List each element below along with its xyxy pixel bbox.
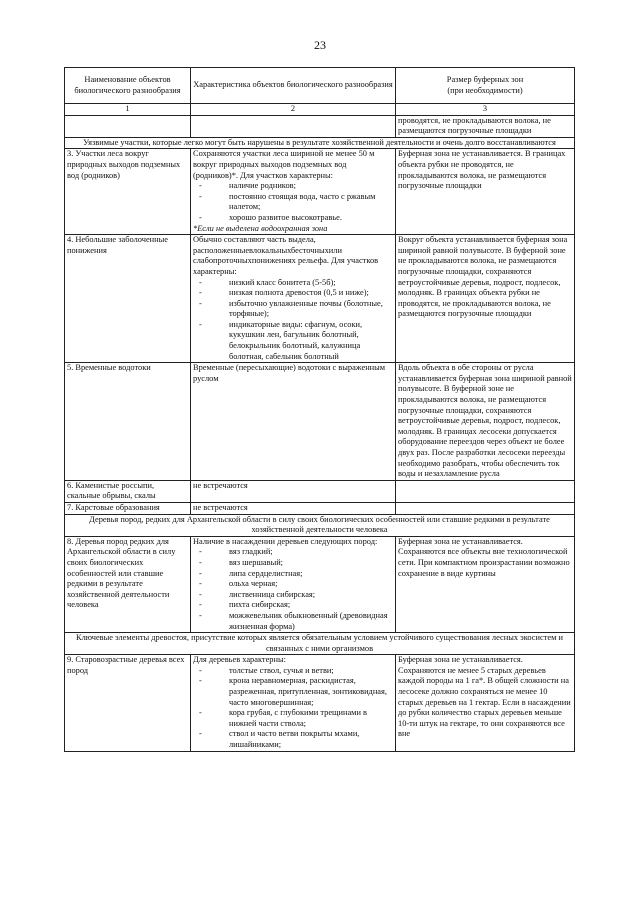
page-number: 23 (314, 38, 326, 52)
row8-bullet-1: - вяз гладкий; (193, 547, 393, 558)
table-row (65, 149, 575, 235)
row4-name: 4. Небольшие заболоченные понижения (65, 235, 191, 363)
header-name: Наименование объектов биологического разнообразия (65, 68, 191, 104)
row9-bullet-2: - крона неравномерная, раскидистая, разреженная, притупленная, зонтиковидная, часто многовершинная; (193, 676, 393, 708)
table-row (65, 115, 575, 137)
section-row (65, 514, 575, 536)
table-header-row (65, 68, 575, 104)
row3-desc-text: Сохраняются участки леса шириной не менее 50 м вокруг природных выходов подземных вод (родников)*. Для участков характерны: (193, 149, 375, 180)
row4-bullet-2: - низкая полнота древостоя (0,5 и ниже); (193, 288, 393, 299)
row5-buffer: Вдоль объекта в обе стороны от русла устанавливается буферная зона шириной равной полувысоте. В буферной зоне не прокладываются волока, не размещаются погрузочные площадки, сохраняются ветроустойчивые деревья, подрост, подлесок, молодняк. В границах лесосеки допускается оборудование переездов через объект не более двух раз. После разработки лесосеки переезды необходимо разобрать, чтобы обеспечить ток воды и незахламление русла (396, 363, 575, 481)
row9-name: 9. Старовозрастные деревья всех пород (65, 655, 191, 751)
row8-bullet-3: - липа сердцелистная; (193, 569, 393, 580)
cont-buffer-cell: проводятся, не прокладываются волока, не размещаются погрузочные площадки (396, 115, 575, 137)
row4-bullet-3: - избыточно увлажненные почвы (болотные, торфяные); (193, 299, 393, 320)
cont-name-cell (65, 115, 191, 137)
row4-bullet-1: - низкий класс бонитета (5-5б); (193, 278, 393, 289)
row8-bullet-4: - ольха черная; (193, 579, 393, 590)
row6-name: 6. Каменистые россыпи, скальные обрывы, скалы (65, 480, 191, 502)
row8-bullet-7: - можжевельник обыкновенный (древовидная жизненная форма) (193, 611, 393, 632)
row7-desc: не встречаются (191, 502, 396, 514)
table-row (65, 363, 575, 481)
row8-bullet-6: - пихта сибирская; (193, 600, 393, 611)
row7-buffer (396, 502, 575, 514)
row9-buffer: Буферная зона не устанавливается. Сохраняются не менее 5 старых деревьев каждой породы на 1 га*. В общей сложности на лесосеке должно сохраняться не менее 10 старых деревьев на 1 гектар. Если в насаждении до рубки количество старых деревьев меньше 10-ти штук на гектаре, то они сохраняются все вне (396, 655, 575, 751)
column-number-row (65, 104, 575, 116)
row4-desc (191, 235, 396, 363)
table-row (65, 536, 575, 632)
row8-buffer: Буферная зона не устанавливается. Сохраняются все объекты вне технологической сети. При компактном произрастании возможно сохранение в виде куртины (396, 536, 575, 632)
row3-bullet-3: - хорошо развитое высокотравье. (193, 213, 393, 224)
row3-bullet-1: - наличие родников; (193, 181, 393, 192)
section-rare-species: Деревья пород, редких для Архангельской области в силу своих биологических особенностей или ставшие редкими в результате хозяйственной деятельности человека (65, 514, 575, 536)
row8-bullet-5: - лиственница сибирская; (193, 590, 393, 601)
row3-bullet-2: - постоянно стоящая вода, часто с ржавым налетом; (193, 192, 393, 213)
header-buffer-line2: (при необходимости) (447, 85, 523, 95)
row4-bullet-4: - индикаторные виды: сфагнум, осоки, кукушкин лен, багульник болотный, белокрыльник болотный, калужница болотная, сабельник болотный (193, 320, 393, 362)
row3-name: 3. Участки леса вокруг природных выходов подземных вод (родников) (65, 149, 191, 235)
cont-desc-cell (191, 115, 396, 137)
section-row (65, 137, 575, 149)
header-characteristic: Характеристика объектов биологического разнообразия (191, 68, 396, 104)
column-number-1: 1 (65, 104, 191, 116)
section-key-elements: Ключевые элементы древостоя, присутствие которых является обязательным условием устойчивого существования лесных экосистем и связанных с ними организмов (65, 633, 575, 655)
row5-desc: Временные (пересыхающие) водотоки с выраженным руслом (191, 363, 396, 481)
header-buffer (396, 68, 575, 104)
row9-desc-text: Для деревьев характерны: (193, 655, 286, 665)
row4-desc-text: Обычно составляют часть выдела, расположенныевлокальныхбесточныхили слабопроточныхпонижениях рельефа. Для участков характерны: (193, 235, 379, 276)
row4-buffer: Вокруг объекта устанавливается буферная зона шириной равной полувысоте. В буферной зоне не прокладываются волока, не размещаются погрузочные площадки, сохраняются ветроустойчивые деревья, подрост, подлесок, молодняк. В границах объекта рубки не проводятся, не прокладываются волока, не размещаются погрузочные площадки (396, 235, 575, 363)
table-row (65, 502, 575, 514)
row9-bullet-4: - ствол и часто ветви покрыты мхами, лишайниками; (193, 729, 393, 750)
buffer-zone-table (64, 67, 575, 752)
row6-buffer (396, 480, 575, 502)
row9-bullet-3: - кора грубая, с глубокими трещинами в нижней части ствола; (193, 708, 393, 729)
column-number-3: 3 (396, 104, 575, 116)
section-vulnerable-sites: Уязвимые участки, которые легко могут быть нарушены в результате хозяйственной деятельности и очень долго восстанавливаются (65, 137, 575, 149)
row8-name: 8. Деревья пород редких для Архангельской области в силу своих биологических особенностей или ставшие редкими в результате хозяйственной деятельности человека (65, 536, 191, 632)
header-buffer-line1: Размер буферных зон (446, 74, 524, 84)
column-number-2: 2 (191, 104, 396, 116)
row7-name: 7. Карстовые образования (65, 502, 191, 514)
row8-desc-text: Наличие в насаждении деревьев следующих пород: (193, 536, 378, 546)
row6-desc: не встречаются (191, 480, 396, 502)
section-row (65, 633, 575, 655)
table-row (65, 655, 575, 751)
row3-buffer: Буферная зона не устанавливается. В границах объекта рубки не проводятся, не прокладываются волока, не размещаются погрузочные площадки (396, 149, 575, 235)
row9-desc (191, 655, 396, 751)
row8-desc (191, 536, 396, 632)
row5-name: 5. Временные водотоки (65, 363, 191, 481)
row9-bullet-1: - толстые ствол, сучья и ветви; (193, 666, 393, 677)
table-row (65, 480, 575, 502)
table-row (65, 235, 575, 363)
row8-bullet-2: - вяз шершавый; (193, 558, 393, 569)
row3-desc (191, 149, 396, 235)
row3-note: *Если не выделена водоохранная зона (193, 223, 328, 233)
